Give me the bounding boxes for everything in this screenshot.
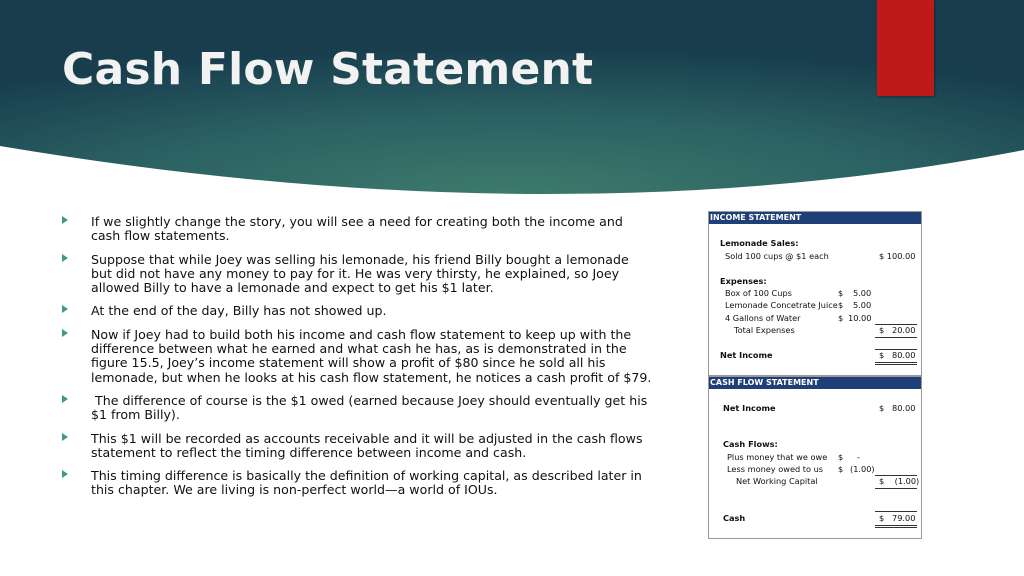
cash-label: Cash: [723, 513, 746, 523]
expense-label: Lemonade Concetrate Juice: [725, 300, 838, 310]
slide-title: Cash Flow Statement: [62, 44, 594, 95]
cf-item-amount: (1.00): [850, 464, 875, 474]
header-banner: [0, 0, 1024, 200]
bullet-arrow-icon: [62, 433, 68, 441]
underline: [875, 488, 917, 489]
cash-amount: $ 79.00: [879, 513, 916, 523]
cf-item-dollar: $: [838, 464, 844, 474]
bullet-arrow-icon: [62, 216, 68, 224]
underline: [875, 525, 917, 526]
bullet-item: [62, 304, 652, 318]
bullet-arrow-icon: [62, 254, 68, 262]
underline: [875, 364, 917, 365]
expense-dollar: $: [838, 313, 844, 323]
expense-label: 4 Gallons of Water: [725, 313, 801, 323]
underline: [875, 527, 917, 528]
net-income-amount: $ 80.00: [879, 350, 916, 360]
net-income-label: Net Income: [720, 350, 773, 360]
bullet-item: [62, 469, 652, 498]
income-statement-header: INCOME STATEMENT: [709, 212, 921, 224]
bullet-text: The difference of course is the $1 owed (earned because Joey should eventually get his $1 from Billy).: [91, 392, 652, 423]
underline: [875, 362, 917, 363]
bullet-arrow-icon: [62, 395, 68, 403]
underline: [875, 511, 917, 512]
bullet-text: This timing difference is basically the definition of working capital, as described later in this chapter. We are living is non-perfect world—a world of IOUs.: [91, 468, 642, 498]
bullet-arrow-icon: [62, 470, 68, 478]
expense-amount: 5.00: [853, 300, 872, 310]
bullet-text: Now if Joey had to build both his income and cash flow statement to keep up with the difference between what he earned and what cash he has, as is demonstrated in the figure 15.5, Joey’s income statement will show a profit of $80 since he sold all his lemonade, but when he looks at his cash flow statement, he notices a cash profit of $79.: [91, 326, 652, 385]
bullet-arrow-icon: [62, 305, 68, 313]
sales-heading: Lemonade Sales:: [720, 238, 799, 248]
cash-flow-statement-table: [708, 376, 922, 539]
underline: [875, 337, 917, 338]
total-expenses-amount: $ 20.00: [879, 325, 916, 335]
expense-amount: 10.00: [848, 313, 872, 323]
bullet-text: If we slightly change the story, you will see a need for creating both the income and cash flow statements.: [91, 214, 623, 244]
bullet-text: This $1 will be recorded as accounts receivable and it will be adjusted in the cash flows statement to reflect the timing difference between income and cash.: [91, 430, 643, 460]
total-expenses-label: Total Expenses: [734, 325, 795, 335]
expenses-heading: Expenses:: [720, 276, 767, 286]
expense-dollar: $: [838, 300, 844, 310]
bullet-item: [62, 328, 652, 385]
bullet-list: [62, 215, 652, 507]
expense-amount: 5.00: [853, 288, 872, 298]
cash-flow-statement-header: CASH FLOW STATEMENT: [709, 377, 921, 389]
cf-item-dollar: $: [838, 452, 844, 462]
cash-flows-heading: Cash Flows:: [723, 439, 778, 449]
cf-item-label: Less money owed to us: [727, 464, 824, 474]
cf-item-amount: -: [857, 452, 860, 462]
bullet-item: [62, 394, 652, 423]
sales-line-amount: $ 100.00: [879, 251, 916, 261]
bullet-arrow-icon: [62, 329, 68, 337]
sales-line-label: Sold 100 cups @ $1 each: [725, 251, 829, 261]
accent-tab: [877, 0, 934, 96]
net-working-capital-amount: $ (1.00): [879, 476, 920, 486]
header-wave-background: [0, 0, 1024, 200]
bullet-text: Suppose that while Joey was selling his lemonade, his friend Billy bought a lemonade but did not have any money to pay for it. He was very thirsty, he explained, so Joey allowed Billy to have a lemonade and expect to get his $1 later.: [91, 251, 629, 296]
bullet-item: [62, 253, 652, 296]
net-working-capital-label: Net Working Capital: [736, 476, 818, 486]
expense-label: Box of 100 Cups: [725, 288, 792, 298]
cf-net-income-label: Net Income: [723, 403, 776, 413]
income-statement-table: [708, 211, 922, 376]
cf-item-label: Plus money that we owe: [727, 452, 828, 462]
expense-dollar: $: [838, 288, 844, 298]
bullet-item: [62, 215, 652, 244]
bullet-text: At the end of the day, Billy has not showed up.: [91, 303, 387, 319]
bullet-item: [62, 432, 652, 461]
cf-net-income-amount: $ 80.00: [879, 403, 916, 413]
